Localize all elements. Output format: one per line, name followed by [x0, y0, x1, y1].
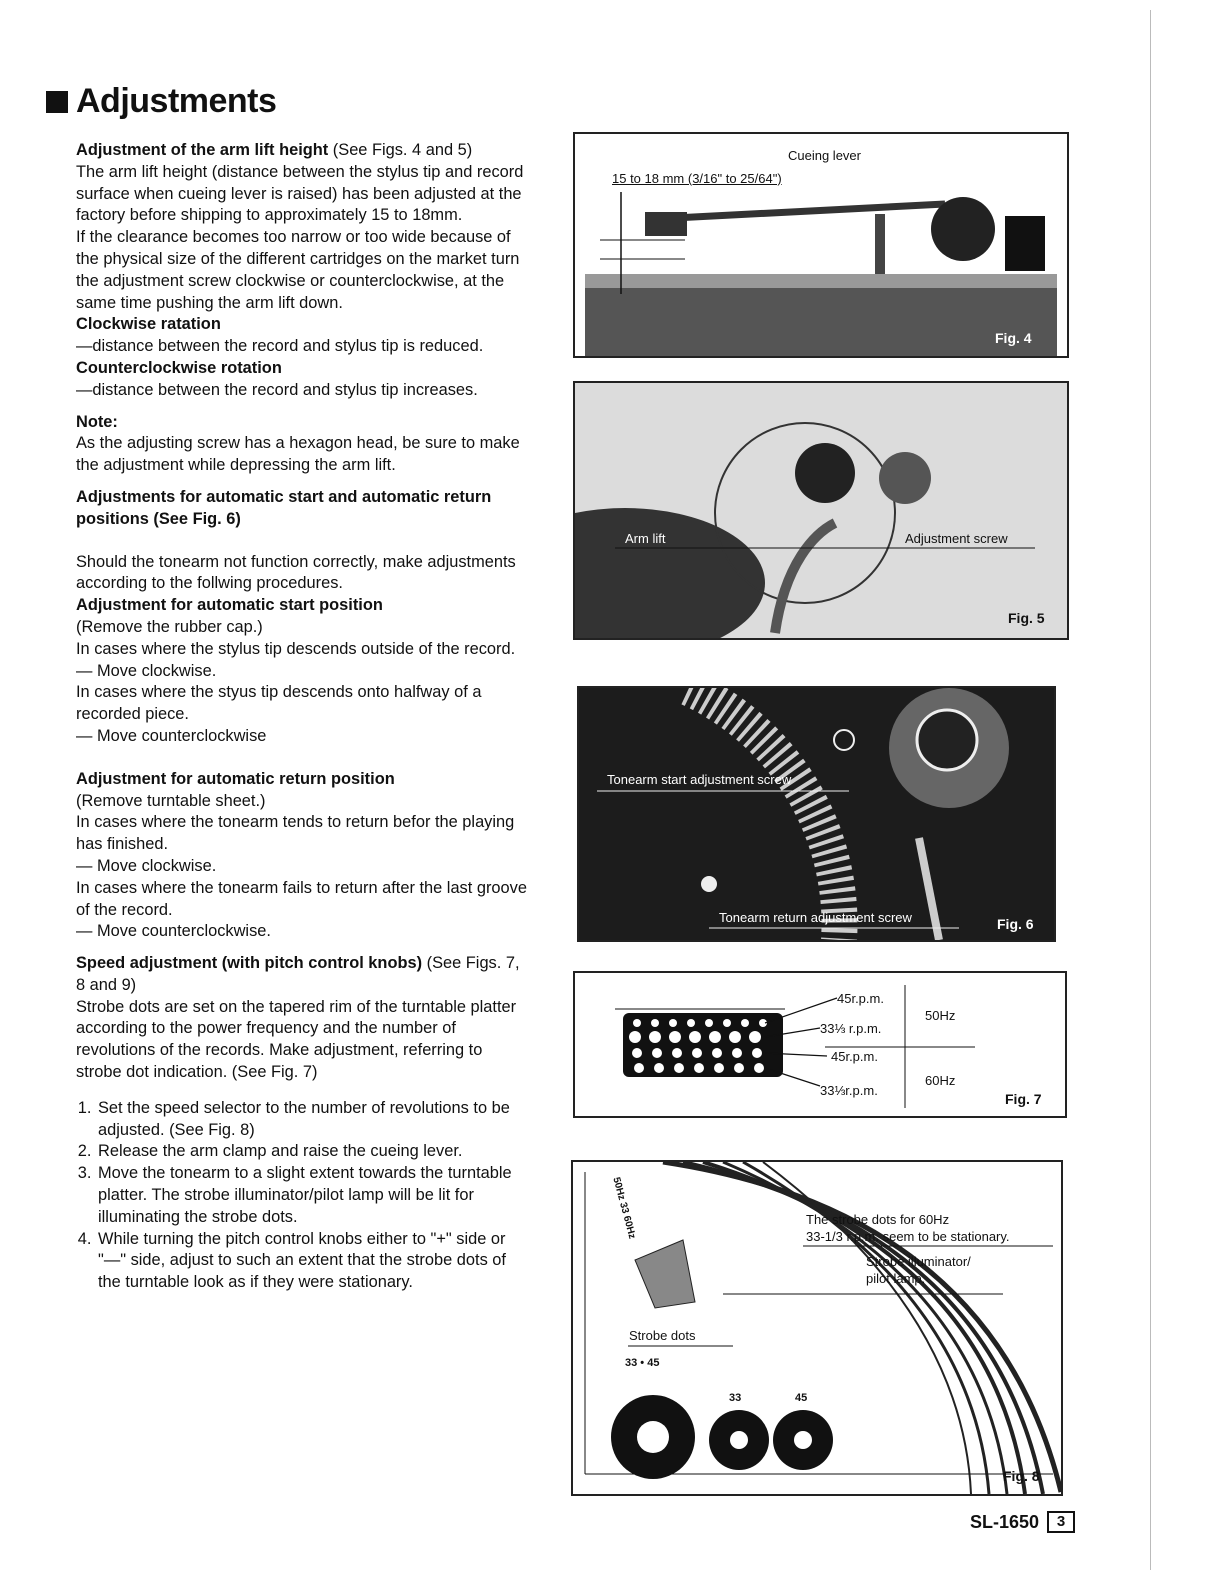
fig7-caption: Fig. 7	[1005, 1091, 1042, 1107]
fig8-strobe-note-2: 33-1/3 r.p.m. seem to be stationary.	[806, 1229, 1010, 1244]
note-heading: Note:	[76, 412, 118, 431]
auto-adjust-heading: Adjustments for automatic start and automatic return positions (See Fig. 6)	[76, 487, 492, 528]
fig4-caption: Fig. 4	[995, 330, 1032, 346]
fig4-tonearm	[655, 204, 945, 219]
fig4-base	[585, 286, 1057, 356]
start-case-2: In cases where the styus tip descends onto halfway of a recorded piece.	[76, 683, 482, 724]
fig8-knob-33-label: 33	[729, 1392, 742, 1404]
page-footer	[970, 1511, 1075, 1533]
page-edge-line	[1150, 10, 1151, 1570]
fig7-freq-60hz: 60Hz	[925, 1073, 956, 1088]
fig8-illuminator-label-2: pilot lamp.	[866, 1271, 926, 1286]
start-position-heading: Adjustment for automatic start position	[76, 596, 383, 615]
return-case-1: In cases where the tonearm tends to return befor the playing has finished.	[76, 813, 515, 854]
return-move-2: — Move counterclockwise.	[76, 922, 271, 941]
fig7-row-60hz-45: 45r.p.m.	[831, 1049, 878, 1064]
return-position-heading: Adjustment for automatic return position	[76, 769, 395, 788]
fig8-selector-label: 33 • 45	[625, 1357, 660, 1369]
fig4-headshell	[645, 212, 687, 236]
fig6-return-screw	[701, 876, 717, 892]
return-case-2: In cases where the tonearm fails to return after the last groove of the record.	[76, 878, 527, 919]
figure-8	[571, 1160, 1063, 1496]
fig4-illustration	[575, 134, 1067, 356]
start-position-sub: (Remove the rubber cap.)	[76, 617, 263, 636]
fig7-row-60hz-33: 33⅓r.p.m.	[820, 1083, 878, 1098]
speed-steps-list	[76, 1098, 528, 1294]
list-item: 3. Move the tonearm to a slight extent towards the turntable platter. The strobe illuminator/pilot lamp will be lit for illuminating the strobe dots.	[96, 1163, 528, 1228]
fig5-caption: Fig. 5	[1008, 610, 1045, 626]
counterclockwise-heading: Counterclockwise rotation	[76, 358, 282, 377]
fig6-return-screw-label: Tonearm return adjustment screw	[719, 910, 912, 925]
fig4-counterweight	[931, 197, 995, 261]
speed-heading-ref: (See Figs. 7, 8 and 9)	[76, 954, 520, 994]
fig8-strobe-dots-label: Strobe dots	[629, 1328, 696, 1343]
speed-heading: Speed adjustment (with pitch control knobs)	[76, 954, 423, 973]
title-bullet-icon	[46, 91, 68, 113]
speed-heading-line	[76, 953, 528, 997]
fig5-adjustment-screw-label: Adjustment screw	[905, 531, 1008, 546]
auto-adjust-intro: Should the tonearm not function correctly, make adjustments according to the follwing procedures.	[76, 552, 516, 593]
note-text: As the adjusting screw has a hexagon head, be sure to make the adjustment while depressing the arm lift.	[76, 434, 520, 475]
fig4-cueing-post	[875, 214, 885, 274]
arm-lift-paragraph-2: If the clearance becomes too narrow or too wide because of the physical size of the different cartridges on the market turn the adjustment screw clockwise or counterclockwise, at the same time pushing the arm lift down.	[76, 228, 520, 312]
list-item: 1. Set the speed selector to the number of revolutions to be adjusted. (See Fig. 8)	[96, 1098, 528, 1142]
counterclockwise-text: —distance between the record and stylus tip increases.	[76, 380, 478, 399]
fig4-cueing-lever-label: Cueing lever	[788, 148, 861, 163]
arm-lift-heading-ref: (See Figs. 4 and 5)	[332, 141, 473, 159]
fig8-knob-45-label: 45	[795, 1392, 808, 1404]
list-item: 4. While turning the pitch control knobs either to "+" side or "—" side, adjust to such an extent that the strobe dots of the turntable look as if they were stationary.	[96, 1229, 528, 1294]
fig7-freq-50hz: 50Hz	[925, 1008, 956, 1023]
list-item: 2. Release the arm clamp and raise the cueing lever.	[96, 1141, 528, 1163]
arm-lift-heading: Adjustment of the arm lift height	[76, 141, 329, 159]
fig4-weight-end	[1005, 216, 1045, 271]
start-move-1: — Move clockwise.	[76, 661, 217, 680]
fig4-platter	[585, 274, 1057, 288]
section-title: Adjustments	[46, 82, 276, 121]
figure-6	[577, 686, 1056, 942]
fig6-start-screw-label: Tonearm start adjustment screw	[607, 772, 792, 787]
fig8-rim-label: 50Hz 33 60Hz	[610, 1176, 638, 1241]
fig6-caption: Fig. 6	[997, 916, 1034, 932]
clockwise-heading: Clockwise ratation	[76, 315, 221, 334]
fig5-dial	[879, 452, 931, 504]
fig8-knob-33-center	[730, 1431, 748, 1449]
fig8-strobe-note-1: The strobe dots for 60Hz	[806, 1212, 950, 1227]
fig5-arm-lift-label: Arm lift	[625, 531, 666, 546]
fig7-row-50hz-33: 33⅓ r.p.m.	[820, 1021, 882, 1036]
fig6-illustration	[579, 688, 1054, 940]
text-column	[76, 140, 528, 1294]
fig8-knob-45-center	[794, 1431, 812, 1449]
figure-7	[573, 971, 1067, 1118]
arm-lift-paragraph-1: The arm lift height (distance between the stylus tip and record surface when cueing lever is raised) has been adjusted at the factory before shipping to approximately 15 to 18mm.	[76, 162, 524, 225]
fig6-pivot	[917, 710, 977, 770]
fig8-caption: Fig. 8	[1003, 1468, 1040, 1484]
fig8-illuminator	[635, 1240, 695, 1308]
start-move-2: — Move counterclockwise	[76, 726, 267, 745]
page-number: 3	[1047, 1511, 1075, 1533]
speed-paragraph: Strobe dots are set on the tapered rim of the turntable platter according to the power frequency and the number of revolutions of the records. Make adjustment, referring to strobe dot indication. (See Fig. 7)	[76, 997, 517, 1082]
fig5-illustration	[575, 383, 1067, 638]
fig4-height-label: 15 to 18 mm (3/16" to 25/64")	[612, 171, 782, 186]
arm-lift-heading-line	[76, 140, 528, 162]
return-move-1: — Move clockwise.	[76, 856, 217, 875]
fig8-selector-center	[637, 1421, 669, 1453]
clockwise-text: —distance between the record and stylus tip is reduced.	[76, 337, 484, 356]
model-number: SL-1650	[970, 1511, 1040, 1532]
return-position-sub: (Remove turntable sheet.)	[76, 791, 266, 810]
figure-5	[573, 381, 1069, 640]
fig5-pivot	[795, 443, 855, 503]
fig8-illuminator-label-1: Strobe illuminator/	[866, 1254, 971, 1269]
figure-4	[573, 132, 1069, 358]
start-case-1: In cases where the stylus tip descends outside of the record.	[76, 639, 516, 658]
fig7-row-50hz-45: 45r.p.m.	[837, 991, 884, 1006]
fig7-pointer-1	[765, 998, 837, 1023]
